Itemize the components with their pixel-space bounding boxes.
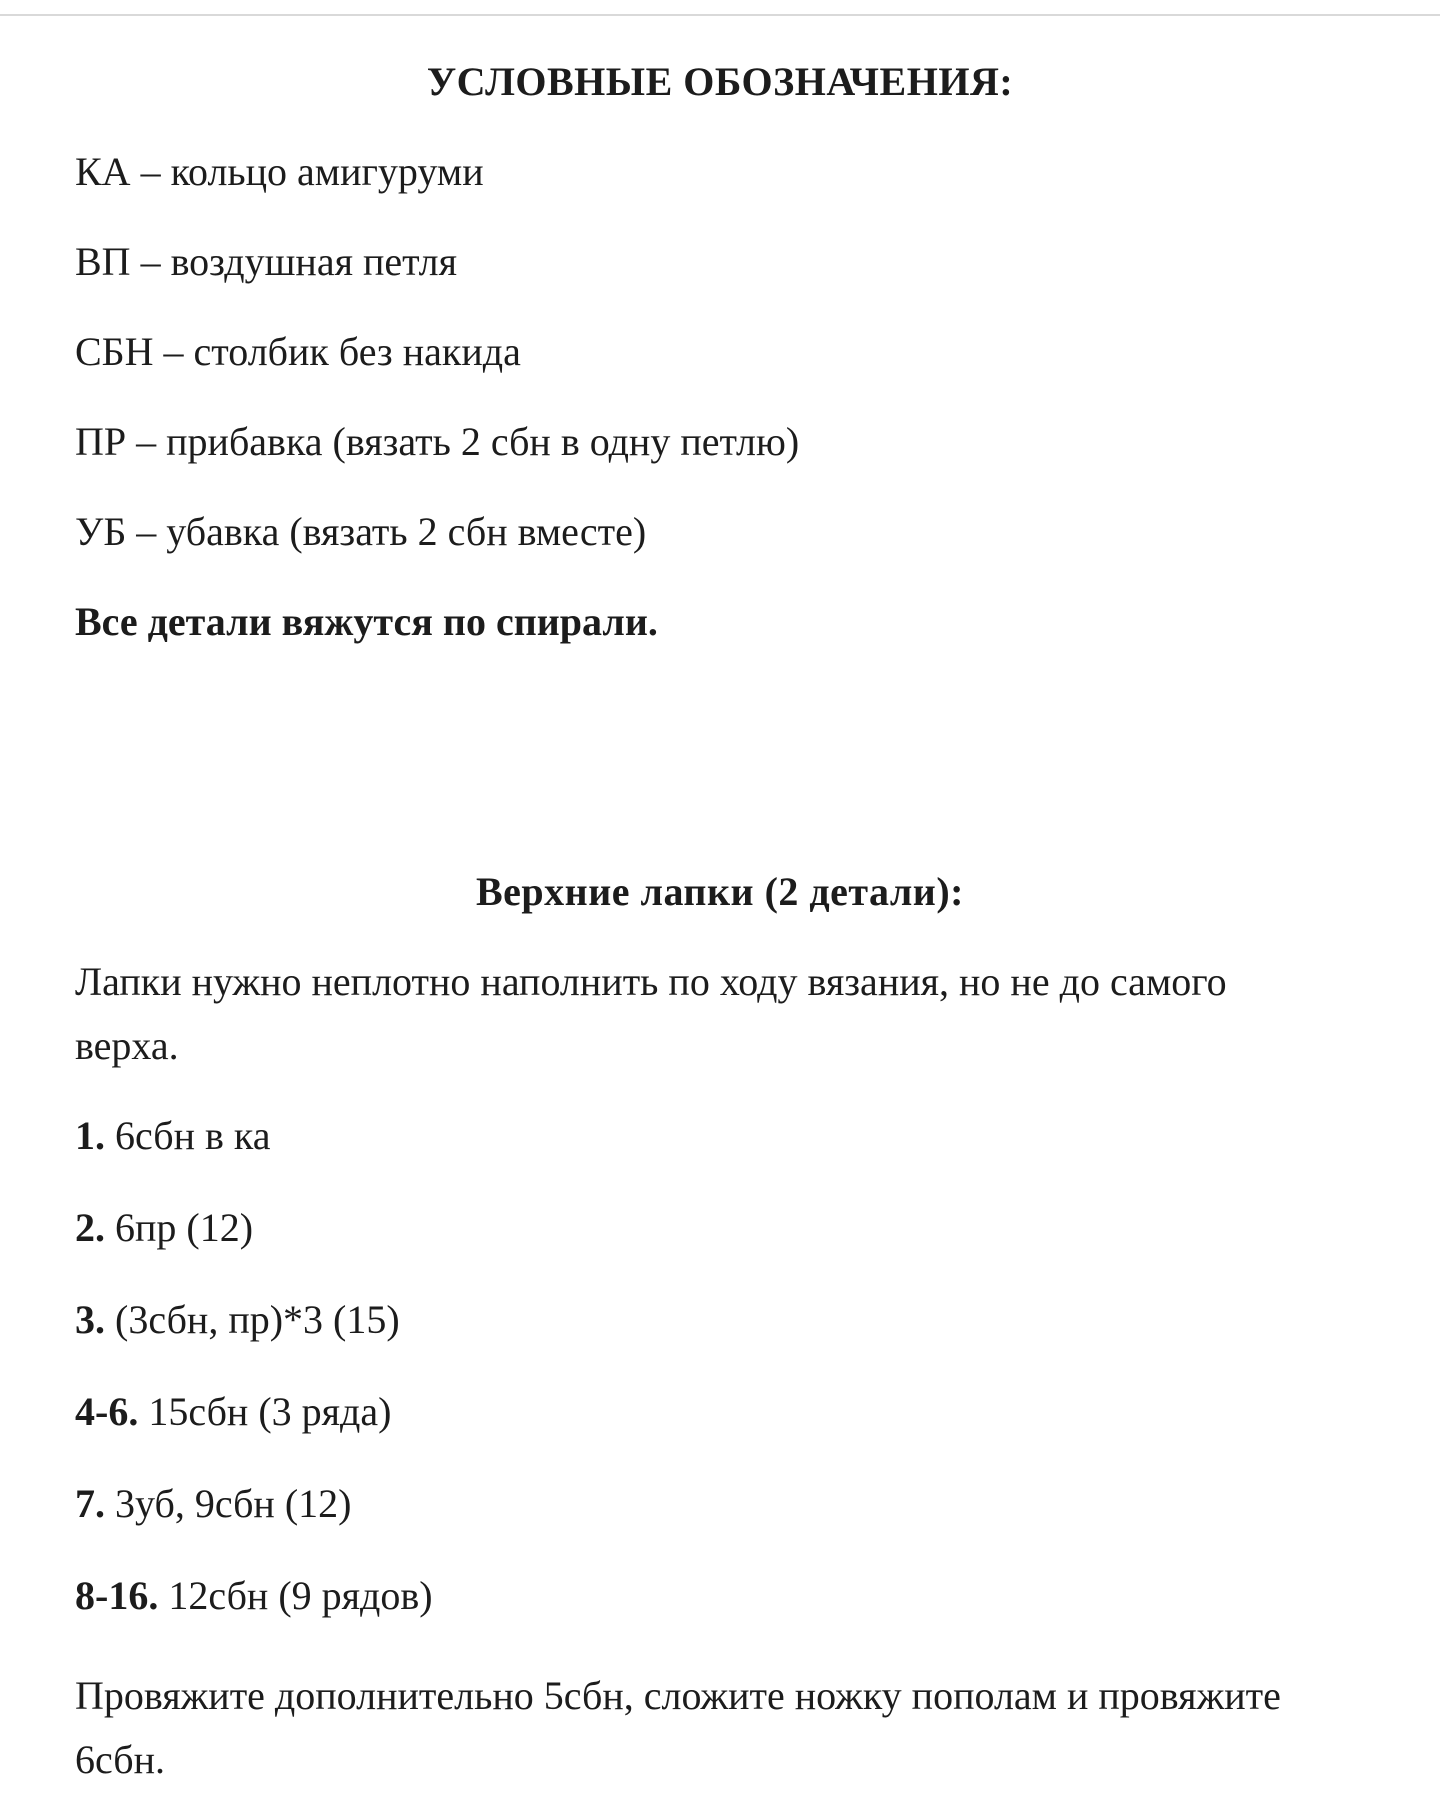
row-number: 7. [75, 1481, 105, 1526]
row-instruction: 15сбн (3 ряда) [138, 1389, 392, 1434]
legend-note: Все детали вяжутся по спирали. [75, 599, 658, 644]
row-number: 2. [75, 1205, 105, 1250]
pattern-row-1 [75, 1112, 270, 1159]
row-number: 3. [75, 1297, 105, 1342]
legend-item-ka: КА – кольцо амигуруми [75, 149, 484, 194]
section-intro: Лапки нужно неплотно наполнить по ходу вязания, но не до самого верха. [75, 959, 1227, 1068]
row-instruction: 12сбн (9 рядов) [158, 1573, 433, 1618]
row-instruction: 6пр (12) [105, 1205, 254, 1250]
row-number: 4-6. [75, 1389, 139, 1434]
row-instruction: 3уб, 9сбн (12) [105, 1481, 352, 1526]
top-divider [0, 14, 1440, 16]
row-number: 1. [75, 1113, 105, 1158]
pattern-row-2 [75, 1204, 253, 1251]
row-instruction: (3сбн, пр)*3 (15) [105, 1297, 400, 1342]
section-title: Верхние лапки (2 детали): [475, 869, 964, 914]
row-number: 8-16. [75, 1573, 159, 1618]
pattern-row-8-16 [75, 1572, 433, 1619]
pattern-row-3 [75, 1296, 400, 1343]
pattern-row-7 [75, 1480, 351, 1527]
row-instruction: 6сбн в ка [105, 1113, 271, 1158]
legend-item-vp: ВП – воздушная петля [75, 239, 457, 284]
legend-item-ub: УБ – убавка (вязать 2 сбн вместе) [75, 509, 647, 554]
legend-item-sbn: СБН – столбик без накида [75, 329, 521, 374]
legend-item-pr: ПР – прибавка (вязать 2 сбн в одну петлю) [75, 419, 800, 464]
legend-title: УСЛОВНЫЕ ОБОЗНАЧЕНИЯ: [426, 59, 1014, 104]
section-outro: Провяжите дополнительно 5сбн, сложите ножку пополам и провяжите 6сбн. [75, 1673, 1281, 1782]
pattern-row-4-6 [75, 1388, 391, 1435]
